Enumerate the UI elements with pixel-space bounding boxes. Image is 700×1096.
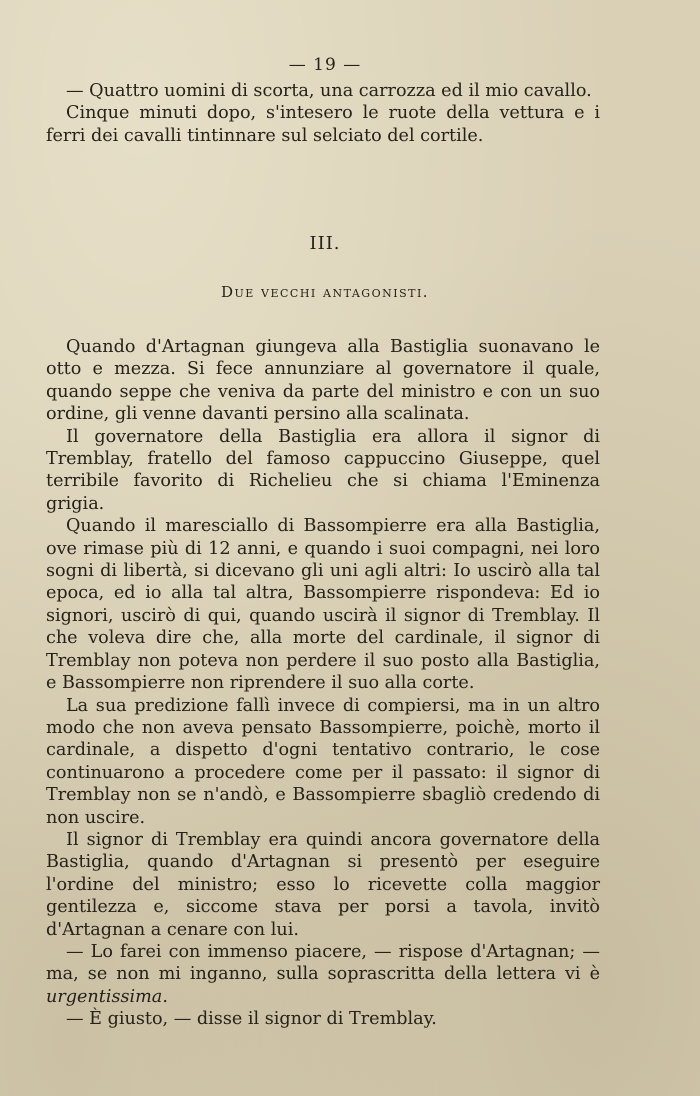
chapter-number: III.	[309, 233, 341, 254]
dialogue-paragraph	[46, 941, 600, 1008]
paragraph: Quando il maresciallo di Bassompierre era alla Bastiglia, ove rimase più di 12 anni, e quando i suoi compagni, nei loro sogni di libertà, si dicevano gli uni agli altri: Io uscirò alla tal epoca, ed io alla tal altra, Bassompierre rispondeva: Ed io signori, uscirò di qui, quando uscirà il signor di Tremblay. Il che voleva dire che, alla morte del cardinale, il signor di Tremblay non poteva non perdere il suo posto alla Bastiglia, e Bassompierre non riprendere il suo alla corte.	[46, 516, 600, 694]
page-number: — 19 —	[288, 55, 362, 75]
dialogue-italic: urgentissima	[46, 986, 163, 1007]
paragraph: Il signor di Tremblay era quindi ancora governatore della Bastiglia, quando d'Artagnan si presentò per eseguire l'ordine del ministro; esso lo ricevette colla maggior gentilezza e, siccome stava per porsi a tavola, invitò d'Artagnan a cenare con lui.	[46, 829, 600, 940]
paragraph: — Quattro uomini di scorta, una carrozza ed il mio cavallo.	[66, 81, 592, 101]
paragraph: Il governatore della Bastiglia era allora il signor di Tremblay, fratello del famoso cappuccino Giuseppe, quel terribile favorito di Richelieu che si chiama l'Eminenza grigia.	[46, 426, 600, 514]
dialogue-paragraph: — È giusto, — disse il signor di Tremblay.	[66, 1009, 437, 1030]
main-text-block	[46, 336, 600, 1031]
dialogue-tail: .	[162, 986, 168, 1007]
paragraph: La sua predizione fallì invece di compiersi, ma in un altro modo che non aveva pensato Bassompierre, poichè, morto il cardinale, a dispetto d'ogni tentativo contrario, le cose continuarono a procedere come per il passato: il signor di Tremblay non se n'andò, e Bassompierre sbagliò credendo di non uscire.	[46, 695, 600, 828]
top-text-block	[46, 80, 600, 147]
dialogue-text: — Lo farei con immenso piacere, — rispose d'Artagnan; — ma, se non mi inganno, sulla soprascritta della lettera vi è	[46, 941, 600, 985]
paragraph: Quando d'Artagnan giungeva alla Bastiglia suonavano le otto e mezza. Si fece annunziare al governatore il quale, quando seppe che veniva da parte del ministro e con un suo ordine, gli venne davanti persino alla scalinata.	[46, 337, 600, 425]
paragraph: Cinque minuti dopo, s'intesero le ruote della vettura e i ferri dei cavalli tintinnare sul selciato del cortile.	[46, 103, 600, 146]
chapter-title: Due vecchi antagonisti.	[220, 283, 430, 301]
